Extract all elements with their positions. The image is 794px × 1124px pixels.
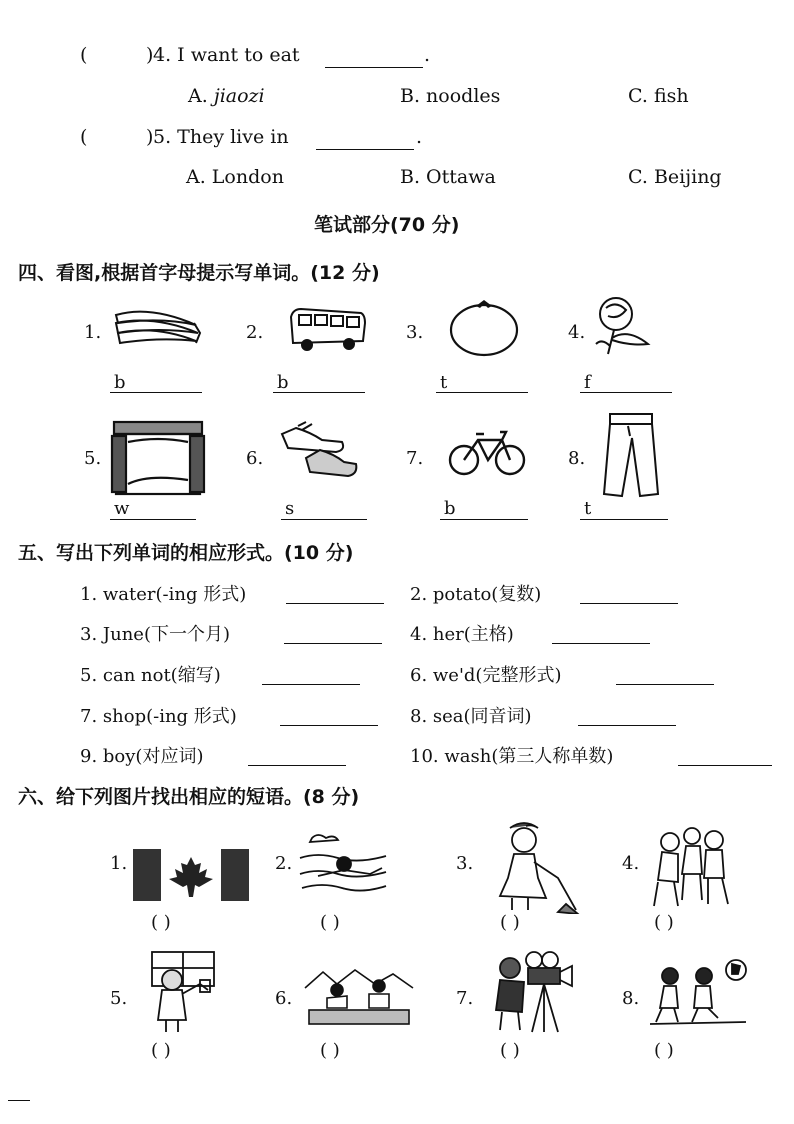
answer-paren-open: ( [80,44,88,66]
answer-line[interactable] [436,392,528,393]
written-part-title: 笔试部分(70 分) [314,214,460,236]
camera-man-icon [490,950,574,1034]
initial-letter: b [444,498,456,519]
item-number: 3. [406,322,424,343]
answer-line[interactable] [578,725,676,726]
answer-line[interactable] [552,643,650,644]
exercise-item: 8. sea(同音词) [410,706,532,727]
answer-paren-close: ) [146,44,154,66]
picnic-icon [303,966,415,1026]
answer-line[interactable] [280,725,378,726]
answer-line[interactable] [678,765,772,766]
item-number: 6. [275,988,293,1009]
exercise-item: 4. her(主格) [410,624,514,645]
answer-blank[interactable] [325,67,423,68]
item-number: 5. [84,448,102,469]
initial-letter: t [440,372,448,393]
swimming-icon [298,830,390,902]
girl-at-window-icon [148,950,218,1034]
item-number: 4. [568,322,586,343]
bus-icon [287,303,367,353]
exercise-item: 10. wash(第三人称单数) [410,746,614,767]
section-4-title: 四、看图,根据首字母提示写单词。(12 分) [18,262,380,284]
exercise-item: 7. shop(-ing 形式) [80,706,237,727]
exercise-item: 9. boy(对应词) [80,746,204,767]
initial-letter: s [285,498,295,519]
initial-letter: t [584,498,592,519]
window-icon [108,418,208,498]
initial-letter: b [277,372,289,393]
bicycle-icon [448,422,526,478]
canada-flag-icon [133,849,249,901]
answer-blank[interactable] [316,149,414,150]
section-5-title: 五、写出下列单词的相应形式。(10 分) [18,542,354,564]
initial-letter: b [114,372,126,393]
answer-paren[interactable]: ( ) [320,1040,340,1061]
flower-icon [592,294,662,358]
answer-paren[interactable]: ( ) [500,912,520,933]
answer-line[interactable] [440,519,528,520]
item-number: 4. [622,853,640,874]
answer-line[interactable] [262,684,360,685]
exercise-item: 5. can not(缩写) [80,665,221,686]
question-end: . [416,126,423,148]
answer-line[interactable] [286,603,384,604]
answer-line[interactable] [284,643,382,644]
exercise-item: 6. we'd(完整形式) [410,665,562,686]
answer-paren-open: ( [80,126,88,148]
item-number: 8. [568,448,586,469]
answer-line[interactable] [110,392,202,393]
answer-line[interactable] [580,603,678,604]
exercise-item: 2. potato(复数) [410,584,542,605]
answer-paren[interactable]: ( ) [151,912,171,933]
answer-paren[interactable]: ( ) [151,1040,171,1061]
shoes-icon [276,420,358,482]
answer-line[interactable] [580,392,672,393]
bananas-icon [110,303,202,351]
question-end: . [424,44,431,66]
section-6-title: 六、给下列图片找出相应的短语。(8 分) [18,786,360,808]
item-number: 7. [406,448,424,469]
answer-paren[interactable]: ( ) [320,912,340,933]
answer-line[interactable] [281,519,367,520]
option-a: A. London [186,166,284,188]
page-edge-mark [8,1100,30,1101]
item-number: 3. [456,853,474,874]
answer-line[interactable] [616,684,714,685]
answer-paren[interactable]: ( ) [654,1040,674,1061]
option-b: B. Ottawa [400,166,496,188]
exercise-item: 1. water(-ing 形式) [80,584,247,605]
answer-paren[interactable]: ( ) [654,912,674,933]
item-number: 1. [84,322,102,343]
answer-paren-close: ) [146,126,154,148]
answer-paren[interactable]: ( ) [500,1040,520,1061]
answer-line[interactable] [580,519,668,520]
trousers-icon [600,410,664,500]
item-number: 2. [275,853,293,874]
answer-line[interactable] [110,519,196,520]
item-number: 1. [110,853,128,874]
tomato-icon [448,296,520,358]
initial-letter: f [584,372,591,393]
question-text: 4. I want to eat [153,44,300,66]
exercise-item: 3. June(下一个月) [80,624,230,645]
answer-line[interactable] [248,765,346,766]
item-number: 2. [246,322,264,343]
initial-letter: w [114,498,130,519]
item-number: 7. [456,988,474,1009]
option-c: C. fish [628,85,689,107]
option-a: A. jiaozi [188,85,265,107]
option-c: C. Beijing [628,166,722,188]
option-b: B. noodles [400,85,501,107]
question-text: 5. They live in [153,126,289,148]
group-of-kids-icon [648,820,738,910]
playing-football-icon [648,958,748,1026]
sweeping-girl-icon [488,818,580,914]
item-number: 5. [110,988,128,1009]
item-number: 6. [246,448,264,469]
answer-line[interactable] [273,392,365,393]
item-number: 8. [622,988,640,1009]
